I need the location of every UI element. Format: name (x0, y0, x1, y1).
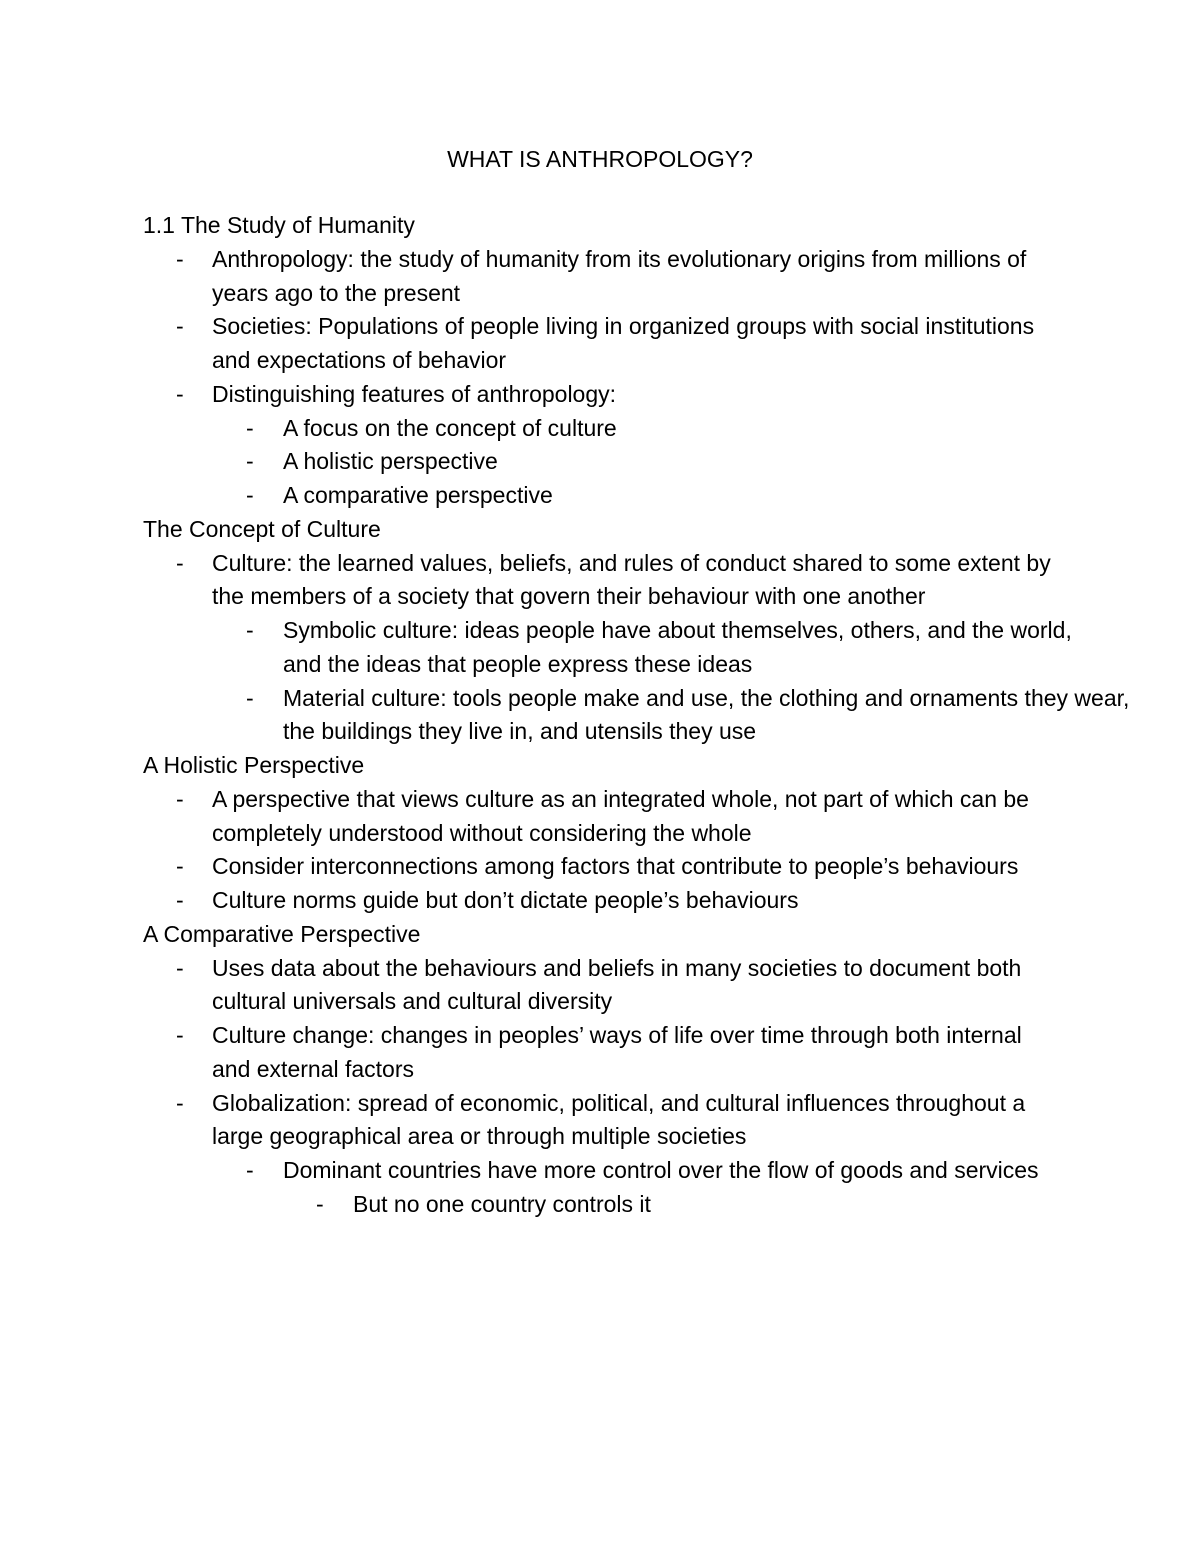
section-heading-concept-of-culture: The Concept of Culture (143, 515, 381, 542)
section-heading-holistic-perspective: A Holistic Perspective (143, 752, 365, 778)
section-list-comparative-perspective (143, 952, 1183, 1222)
list-item (143, 614, 1073, 682)
bullet-dash: - (316, 1190, 324, 1217)
bullet-dash: - (246, 448, 254, 475)
document-title: WHAT IS ANTHROPOLOGY? (447, 146, 753, 172)
list-item (143, 682, 1143, 750)
list-item-text: Symbolic culture: ideas people have about themselves, others, and the world, and the ideas that people express these ideas (283, 617, 1072, 677)
list-item-text: Consider interconnections among factors that contribute to people’s behaviours (212, 853, 1019, 880)
bullet-dash: - (176, 245, 184, 272)
list-item (143, 378, 1062, 412)
list-item-text: Uses data about the behaviours and beliefs in many societies to document both cultural universals and cultural diversity (212, 954, 1022, 1015)
bullet-dash: - (176, 954, 184, 981)
list-item (143, 884, 1062, 918)
list-item (143, 1019, 1062, 1087)
bullet-dash: - (176, 887, 184, 913)
list-item-text: Dominant countries have more control over the flow of goods and services (283, 1157, 1039, 1183)
list-item-text: Globalization: spread of economic, political, and cultural influences throughout a large geographical area or through multiple societies (212, 1089, 1026, 1150)
bullet-dash: - (176, 1022, 184, 1048)
bullet-dash: - (176, 313, 184, 340)
bullet-dash: - (246, 617, 254, 643)
list-item-text: A focus on the concept of culture (283, 414, 617, 441)
list-item (143, 850, 1062, 884)
bullet-dash: - (246, 482, 254, 508)
list-item-text: Distinguishing features of anthropology: (212, 380, 617, 407)
bullet-dash: - (176, 1089, 184, 1116)
list-item-text: A holistic perspective (283, 448, 498, 475)
section-list-study-of-humanity (143, 243, 1183, 513)
bullet-dash: - (176, 853, 184, 880)
list-item (143, 479, 1073, 513)
bullet-dash: - (176, 549, 184, 576)
list-item-text: Culture: the learned values, beliefs, and rules of conduct shared to some extent by the members of a society that govern their behaviour with one another (212, 549, 1051, 610)
list-item-text: Culture norms guide but don’t dictate people’s behaviours (212, 887, 799, 913)
bullet-dash: - (246, 414, 254, 441)
bullet-dash: - (176, 380, 184, 407)
list-item (143, 310, 1062, 378)
section-heading-comparative-perspective: A Comparative Perspective (143, 920, 421, 947)
list-item (143, 412, 1073, 446)
list-item-text: But no one country controls it (353, 1190, 651, 1217)
list-item-text: Culture change: changes in peoples’ ways of life over time through both internal and external factors (212, 1022, 1022, 1082)
section-list-concept-of-culture (143, 547, 1183, 750)
list-item-text: A comparative perspective (283, 482, 553, 508)
bullet-dash: - (176, 785, 184, 812)
list-item (143, 952, 1072, 1020)
list-item (143, 1188, 1073, 1222)
list-item-text: Anthropology: the study of humanity from its evolutionary origins from millions of years ago to the present (212, 245, 1027, 306)
section-list-holistic-perspective (143, 783, 1183, 918)
bullet-dash: - (246, 1157, 254, 1183)
document-body (143, 209, 1183, 1222)
list-item (143, 445, 1073, 479)
section-heading-study-of-humanity: 1.1 The Study of Humanity (143, 212, 415, 238)
list-item (143, 547, 1072, 615)
list-item-text: Material culture: tools people make and use, the clothing and ornaments they wear, the buildings they live in, and utensils they use (283, 684, 1130, 745)
list-item (143, 1154, 1073, 1188)
list-item (143, 783, 1062, 851)
bullet-dash: - (246, 684, 254, 711)
list-item-text: A perspective that views culture as an integrated whole, not part of which can be completely understood without considering the whole (212, 785, 1029, 846)
list-item-text: Societies: Populations of people living in organized groups with social institutions and expectations of behavior (212, 313, 1035, 373)
list-item (143, 243, 1062, 311)
list-item (143, 1087, 1062, 1155)
